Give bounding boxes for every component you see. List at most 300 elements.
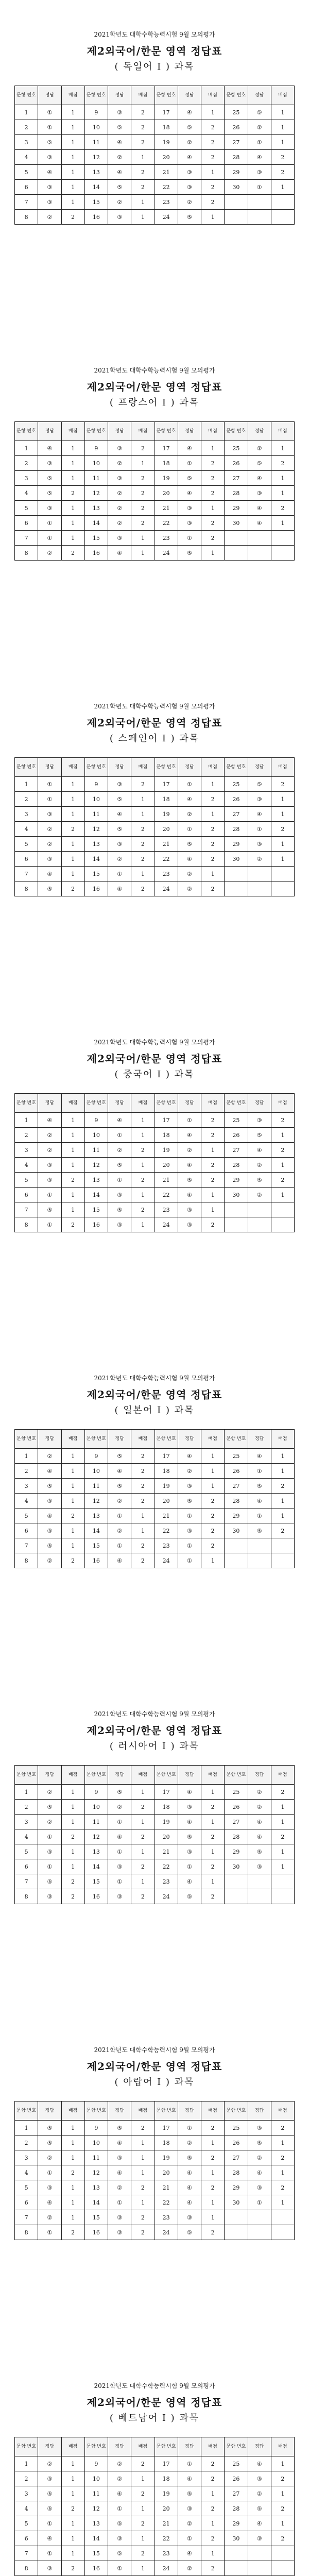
question-number-cell: 22 bbox=[154, 2195, 178, 2210]
answer-cell: ② bbox=[248, 1800, 271, 1815]
answer-cell: ④ bbox=[38, 1113, 61, 1128]
points-cell: 1 bbox=[271, 792, 294, 807]
answer-cell: ⑤ bbox=[108, 1202, 131, 1217]
question-number-cell: 19 bbox=[154, 1143, 178, 1158]
question-number-cell: 30 bbox=[225, 2531, 248, 2546]
points-cell: 2 bbox=[201, 1158, 225, 1173]
points-cell: 1 bbox=[271, 1158, 294, 1173]
question-number-cell: 16 bbox=[84, 210, 108, 225]
points-cell: 2 bbox=[131, 120, 154, 135]
table-row bbox=[15, 2165, 295, 2180]
points-cell: 1 bbox=[131, 1158, 154, 1173]
answer-cell: ① bbox=[178, 2121, 201, 2136]
points-cell: 1 bbox=[131, 1523, 154, 1538]
answer-cell: ④ bbox=[248, 150, 271, 165]
table-row bbox=[15, 1800, 295, 1815]
answer-cell: ⑤ bbox=[248, 2136, 271, 2150]
question-number-cell: 24 bbox=[154, 882, 178, 896]
points-cell: 2 bbox=[201, 135, 225, 150]
column-header: 정답 bbox=[248, 1766, 271, 1785]
points-cell: 2 bbox=[271, 1523, 294, 1538]
answer-cell: ② bbox=[38, 2456, 61, 2471]
question-number-cell: 4 bbox=[15, 1829, 38, 1844]
answer-cell: ⑤ bbox=[248, 777, 271, 792]
answer-cell: ② bbox=[38, 2150, 61, 2165]
points-cell: 1 bbox=[131, 2561, 154, 2576]
points-cell: 1 bbox=[201, 1188, 225, 1202]
points-cell: 2 bbox=[201, 792, 225, 807]
points-cell: 2 bbox=[201, 1494, 225, 1509]
points-cell: 2 bbox=[131, 1464, 154, 1479]
answer-cell: ④ bbox=[248, 1143, 271, 1158]
answer-cell: ② bbox=[178, 1464, 201, 1479]
points-cell: 2 bbox=[61, 1509, 84, 1523]
column-header: 배점 bbox=[61, 1430, 84, 1449]
answer-cell: ① bbox=[38, 531, 61, 546]
question-number-cell: 18 bbox=[154, 120, 178, 135]
answer-cell: ③ bbox=[38, 1889, 61, 1904]
question-number-cell: 24 bbox=[154, 2561, 178, 2576]
column-header: 문항 번호 bbox=[84, 1766, 108, 1785]
points-cell: 2 bbox=[131, 1494, 154, 1509]
answer-cell: ① bbox=[178, 822, 201, 837]
question-number-cell: 4 bbox=[15, 486, 38, 501]
answer-cell: ④ bbox=[178, 1188, 201, 1202]
answer-cell: ③ bbox=[38, 1494, 61, 1509]
column-header: 문항 번호 bbox=[154, 1430, 178, 1449]
question-number-cell: 24 bbox=[154, 546, 178, 561]
points-cell: 1 bbox=[271, 837, 294, 852]
answer-cell: ② bbox=[38, 1128, 61, 1143]
question-number-cell: 16 bbox=[84, 882, 108, 896]
points-cell: 2 bbox=[131, 180, 154, 195]
answer-cell: ① bbox=[38, 777, 61, 792]
answer-cell: ⑤ bbox=[38, 1479, 61, 1494]
points-cell: 2 bbox=[61, 2501, 84, 2516]
answer-table bbox=[14, 86, 295, 225]
question-number-cell: 16 bbox=[84, 1217, 108, 1232]
points-cell: 1 bbox=[61, 1859, 84, 1874]
points-cell: 2 bbox=[131, 165, 154, 180]
answer-cell: ① bbox=[178, 1113, 201, 1128]
column-header: 정답 bbox=[248, 422, 271, 441]
answer-cell: ③ bbox=[178, 501, 201, 516]
answer-cell: ① bbox=[108, 2501, 131, 2516]
points-cell: 1 bbox=[201, 2136, 225, 2150]
answer-cell: ② bbox=[108, 486, 131, 501]
points-cell: 2 bbox=[201, 1217, 225, 1232]
answer-cell: ⑤ bbox=[108, 1785, 131, 1800]
empty-cell bbox=[225, 531, 248, 546]
points-cell: 2 bbox=[201, 531, 225, 546]
column-header: 정답 bbox=[178, 2102, 201, 2121]
exam-title: 2021학년도 대학수학능력시험 9월 모의평가 bbox=[94, 31, 215, 38]
column-header: 문항 번호 bbox=[84, 2437, 108, 2456]
column-header: 문항 번호 bbox=[84, 1430, 108, 1449]
question-number-cell: 1 bbox=[15, 1785, 38, 1800]
points-cell: 1 bbox=[201, 501, 225, 516]
answer-cell: ④ bbox=[38, 867, 61, 882]
answer-table bbox=[14, 421, 295, 561]
answer-cell: ⑤ bbox=[38, 882, 61, 896]
answer-cell: ④ bbox=[178, 486, 201, 501]
points-cell: 2 bbox=[271, 1785, 294, 1800]
subject-name: ( 러시아어 Ⅰ ) 과목 bbox=[109, 1741, 200, 1752]
answer-cell: ② bbox=[248, 2486, 271, 2501]
table-row bbox=[15, 165, 295, 180]
answer-table bbox=[14, 2101, 295, 2240]
question-number-cell: 8 bbox=[15, 1217, 38, 1232]
answer-cell: ③ bbox=[248, 2531, 271, 2546]
points-cell: 2 bbox=[271, 1829, 294, 1844]
points-cell: 2 bbox=[201, 2150, 225, 2165]
exam-title: 2021학년도 대학수학능력시험 9월 모의평가 bbox=[94, 2046, 215, 2054]
points-cell: 2 bbox=[271, 165, 294, 180]
answer-cell: ③ bbox=[108, 1217, 131, 1232]
table-row bbox=[15, 120, 295, 135]
question-number-cell: 9 bbox=[84, 777, 108, 792]
question-number-cell: 10 bbox=[84, 456, 108, 471]
empty-cell bbox=[248, 867, 271, 882]
column-header: 정답 bbox=[178, 1766, 201, 1785]
column-header: 배점 bbox=[201, 1766, 225, 1785]
points-cell: 2 bbox=[131, 1800, 154, 1815]
answer-cell: ⑤ bbox=[38, 2486, 61, 2501]
question-number-cell: 4 bbox=[15, 2501, 38, 2516]
answer-cell: ③ bbox=[38, 180, 61, 195]
answer-cell: ⑤ bbox=[38, 486, 61, 501]
points-cell: 1 bbox=[271, 2136, 294, 2150]
points-cell: 2 bbox=[271, 2150, 294, 2165]
table-row bbox=[15, 180, 295, 195]
question-number-cell: 19 bbox=[154, 2486, 178, 2501]
column-header: 배점 bbox=[131, 422, 154, 441]
answer-cell: ⑤ bbox=[248, 456, 271, 471]
table-row bbox=[15, 1509, 295, 1523]
column-header: 배점 bbox=[61, 1094, 84, 1113]
question-number-cell: 25 bbox=[225, 1449, 248, 1464]
question-number-cell: 21 bbox=[154, 2180, 178, 2195]
answer-cell: ⑤ bbox=[38, 1538, 61, 1553]
points-cell: 1 bbox=[61, 837, 84, 852]
empty-cell bbox=[225, 1538, 248, 1553]
points-cell: 1 bbox=[131, 1844, 154, 1859]
table-row bbox=[15, 1829, 295, 1844]
answer-cell: ③ bbox=[38, 1173, 61, 1188]
subject-name: ( 중국어 Ⅰ ) 과목 bbox=[114, 1069, 195, 1080]
column-header: 문항 번호 bbox=[84, 1094, 108, 1113]
question-number-cell: 5 bbox=[15, 2180, 38, 2195]
question-number-cell: 3 bbox=[15, 2486, 38, 2501]
answer-cell: ③ bbox=[108, 441, 131, 456]
question-number-cell: 20 bbox=[154, 2501, 178, 2516]
answer-cell: ③ bbox=[108, 2150, 131, 2165]
answer-cell: ① bbox=[178, 1859, 201, 1874]
answer-cell: ② bbox=[108, 195, 131, 210]
question-number-cell: 27 bbox=[225, 2150, 248, 2165]
answer-key-section bbox=[0, 2351, 309, 2576]
points-cell: 2 bbox=[131, 1553, 154, 1568]
question-number-cell: 29 bbox=[225, 2516, 248, 2531]
table-row bbox=[15, 441, 295, 456]
question-number-cell: 12 bbox=[84, 150, 108, 165]
question-number-cell: 26 bbox=[225, 1128, 248, 1143]
table-row bbox=[15, 150, 295, 165]
question-number-cell: 22 bbox=[154, 1188, 178, 1202]
question-number-cell: 17 bbox=[154, 777, 178, 792]
table-header-row bbox=[15, 86, 295, 105]
points-cell: 2 bbox=[131, 135, 154, 150]
question-number-cell: 15 bbox=[84, 2210, 108, 2225]
points-cell: 1 bbox=[131, 150, 154, 165]
answer-cell: ② bbox=[178, 882, 201, 896]
points-cell: 2 bbox=[131, 777, 154, 792]
question-number-cell: 20 bbox=[154, 822, 178, 837]
question-number-cell: 3 bbox=[15, 2150, 38, 2165]
answer-cell: ① bbox=[38, 2516, 61, 2531]
points-cell: 1 bbox=[61, 777, 84, 792]
table-row bbox=[15, 1523, 295, 1538]
question-number-cell: 6 bbox=[15, 2531, 38, 2546]
question-number-cell: 20 bbox=[154, 1158, 178, 1173]
table-row bbox=[15, 867, 295, 882]
points-cell: 1 bbox=[61, 1128, 84, 1143]
points-cell: 1 bbox=[61, 867, 84, 882]
points-cell: 2 bbox=[131, 1889, 154, 1904]
question-number-cell: 13 bbox=[84, 1844, 108, 1859]
answer-cell: ③ bbox=[108, 1188, 131, 1202]
answer-cell: ③ bbox=[248, 486, 271, 501]
question-number-cell: 15 bbox=[84, 1202, 108, 1217]
column-header: 문항 번호 bbox=[15, 1766, 38, 1785]
question-number-cell: 28 bbox=[225, 2165, 248, 2180]
question-number-cell: 15 bbox=[84, 867, 108, 882]
question-number-cell: 6 bbox=[15, 2195, 38, 2210]
answer-key-section bbox=[0, 336, 309, 672]
empty-cell bbox=[225, 546, 248, 561]
question-number-cell: 3 bbox=[15, 471, 38, 486]
table-row bbox=[15, 471, 295, 486]
answer-cell: ③ bbox=[178, 1523, 201, 1538]
points-cell: 2 bbox=[201, 2501, 225, 2516]
points-cell: 2 bbox=[131, 1173, 154, 1188]
column-header: 배점 bbox=[131, 1430, 154, 1449]
answer-cell: ② bbox=[108, 1143, 131, 1158]
answer-key-section bbox=[0, 2015, 309, 2351]
answer-cell: ⑤ bbox=[178, 1173, 201, 1188]
points-cell: 2 bbox=[201, 2561, 225, 2576]
answer-cell: ③ bbox=[108, 531, 131, 546]
answer-cell: ② bbox=[248, 1785, 271, 1800]
answer-cell: ⑤ bbox=[178, 1889, 201, 1904]
answer-cell: ⑤ bbox=[108, 792, 131, 807]
question-number-cell: 30 bbox=[225, 1523, 248, 1538]
points-cell: 2 bbox=[201, 471, 225, 486]
empty-cell bbox=[225, 2225, 248, 2240]
empty-cell bbox=[248, 1538, 271, 1553]
empty-cell bbox=[248, 2210, 271, 2225]
points-cell: 1 bbox=[131, 867, 154, 882]
section-heading: 제2외국어/한문 영역 정답표 bbox=[87, 2060, 222, 2073]
column-header: 정답 bbox=[38, 2437, 61, 2456]
points-cell: 1 bbox=[201, 441, 225, 456]
answer-cell: ⑤ bbox=[38, 2121, 61, 2136]
question-number-cell: 23 bbox=[154, 1874, 178, 1889]
column-header: 배점 bbox=[131, 1766, 154, 1785]
points-cell: 1 bbox=[201, 2195, 225, 2210]
column-header: 배점 bbox=[271, 422, 294, 441]
column-header: 문항 번호 bbox=[225, 1430, 248, 1449]
question-number-cell: 30 bbox=[225, 852, 248, 867]
answer-cell: ① bbox=[178, 777, 201, 792]
question-number-cell: 19 bbox=[154, 135, 178, 150]
table-header-row bbox=[15, 1094, 295, 1113]
table-row bbox=[15, 2546, 295, 2561]
question-number-cell: 18 bbox=[154, 1800, 178, 1815]
question-number-cell: 5 bbox=[15, 1844, 38, 1859]
column-header: 배점 bbox=[271, 1766, 294, 1785]
points-cell: 1 bbox=[61, 1844, 84, 1859]
points-cell: 1 bbox=[61, 120, 84, 135]
answer-cell: ⑤ bbox=[178, 471, 201, 486]
points-cell: 2 bbox=[201, 516, 225, 531]
points-cell: 1 bbox=[271, 441, 294, 456]
column-header: 배점 bbox=[201, 1430, 225, 1449]
answer-cell: ② bbox=[38, 1553, 61, 1568]
column-header: 배점 bbox=[271, 2437, 294, 2456]
column-header: 문항 번호 bbox=[225, 758, 248, 777]
answer-cell: ② bbox=[38, 1143, 61, 1158]
answer-cell: ③ bbox=[248, 2180, 271, 2195]
answer-cell: ⑤ bbox=[38, 2136, 61, 2150]
points-cell: 1 bbox=[201, 867, 225, 882]
section-heading: 제2외국어/한문 영역 정답표 bbox=[87, 1388, 222, 1401]
question-number-cell: 7 bbox=[15, 2210, 38, 2225]
answer-cell: ③ bbox=[248, 165, 271, 180]
table-row bbox=[15, 2486, 295, 2501]
points-cell: 1 bbox=[131, 531, 154, 546]
question-number-cell: 17 bbox=[154, 1449, 178, 1464]
answer-cell: ④ bbox=[248, 516, 271, 531]
answer-cell: ③ bbox=[248, 837, 271, 852]
question-number-cell: 2 bbox=[15, 2136, 38, 2150]
points-cell: 1 bbox=[61, 165, 84, 180]
question-number-cell: 18 bbox=[154, 2136, 178, 2150]
answer-cell: ④ bbox=[248, 2165, 271, 2180]
points-cell: 1 bbox=[271, 120, 294, 135]
question-number-cell: 21 bbox=[154, 1509, 178, 1523]
question-number-cell: 19 bbox=[154, 1815, 178, 1829]
section-heading: 제2외국어/한문 영역 정답표 bbox=[87, 717, 222, 729]
answer-key-section bbox=[0, 672, 309, 1008]
empty-cell bbox=[248, 2561, 271, 2576]
empty-cell bbox=[271, 531, 294, 546]
answer-cell: ② bbox=[248, 1158, 271, 1173]
answer-cell: ② bbox=[108, 516, 131, 531]
points-cell: 2 bbox=[131, 2225, 154, 2240]
question-number-cell: 1 bbox=[15, 2121, 38, 2136]
answer-cell: ③ bbox=[108, 210, 131, 225]
answer-cell: ② bbox=[108, 2456, 131, 2471]
question-number-cell: 10 bbox=[84, 1800, 108, 1815]
question-number-cell: 8 bbox=[15, 882, 38, 896]
column-header: 문항 번호 bbox=[225, 2437, 248, 2456]
exam-title: 2021학년도 대학수학능력시험 9월 모의평가 bbox=[94, 2382, 215, 2389]
answer-cell: ④ bbox=[178, 852, 201, 867]
answer-cell: ① bbox=[108, 2195, 131, 2210]
table-row bbox=[15, 2471, 295, 2486]
points-cell: 1 bbox=[131, 546, 154, 561]
question-number-cell: 9 bbox=[84, 2456, 108, 2471]
question-number-cell: 29 bbox=[225, 1844, 248, 1859]
points-cell: 2 bbox=[271, 2501, 294, 2516]
empty-cell bbox=[271, 1217, 294, 1232]
points-cell: 1 bbox=[131, 1815, 154, 1829]
answer-cell: ⑤ bbox=[178, 1494, 201, 1509]
answer-cell: ⑤ bbox=[248, 1173, 271, 1188]
column-header: 문항 번호 bbox=[15, 1430, 38, 1449]
points-cell: 1 bbox=[61, 135, 84, 150]
question-number-cell: 24 bbox=[154, 1217, 178, 1232]
empty-cell bbox=[248, 2225, 271, 2240]
table-row bbox=[15, 1479, 295, 1494]
section-heading: 제2외국어/한문 영역 정답표 bbox=[87, 2396, 222, 2409]
question-number-cell: 30 bbox=[225, 180, 248, 195]
points-cell: 1 bbox=[271, 1494, 294, 1509]
table-row bbox=[15, 822, 295, 837]
question-number-cell: 6 bbox=[15, 1188, 38, 1202]
exam-title: 2021학년도 대학수학능력시험 9월 모의평가 bbox=[94, 1710, 215, 1718]
table-header-row bbox=[15, 2102, 295, 2121]
answer-cell: ② bbox=[38, 837, 61, 852]
empty-cell bbox=[225, 867, 248, 882]
points-cell: 2 bbox=[201, 1829, 225, 1844]
points-cell: 1 bbox=[61, 1464, 84, 1479]
answer-cell: ① bbox=[38, 792, 61, 807]
answer-table bbox=[14, 757, 295, 896]
question-number-cell: 14 bbox=[84, 1859, 108, 1874]
points-cell: 1 bbox=[61, 1202, 84, 1217]
answer-cell: ① bbox=[248, 1464, 271, 1479]
points-cell: 2 bbox=[131, 837, 154, 852]
question-number-cell: 27 bbox=[225, 2486, 248, 2501]
question-number-cell: 8 bbox=[15, 210, 38, 225]
points-cell: 2 bbox=[131, 822, 154, 837]
answer-cell: ③ bbox=[178, 1844, 201, 1859]
question-number-cell: 11 bbox=[84, 1815, 108, 1829]
column-header: 정답 bbox=[38, 1766, 61, 1785]
empty-cell bbox=[225, 2561, 248, 2576]
answer-cell: ④ bbox=[38, 2531, 61, 2546]
question-number-cell: 15 bbox=[84, 531, 108, 546]
answer-cell: ① bbox=[38, 516, 61, 531]
question-number-cell: 16 bbox=[84, 1553, 108, 1568]
question-number-cell: 19 bbox=[154, 471, 178, 486]
table-row bbox=[15, 135, 295, 150]
answer-cell: ① bbox=[108, 1815, 131, 1829]
points-cell: 1 bbox=[61, 1188, 84, 1202]
question-number-cell: 11 bbox=[84, 135, 108, 150]
column-header: 문항 번호 bbox=[154, 1766, 178, 1785]
answer-cell: ② bbox=[108, 501, 131, 516]
table-row bbox=[15, 1494, 295, 1509]
answer-cell: ② bbox=[178, 2561, 201, 2576]
column-header: 정답 bbox=[108, 2102, 131, 2121]
answer-cell: ④ bbox=[178, 2471, 201, 2486]
question-number-cell: 27 bbox=[225, 471, 248, 486]
empty-cell bbox=[248, 1217, 271, 1232]
points-cell: 2 bbox=[201, 180, 225, 195]
